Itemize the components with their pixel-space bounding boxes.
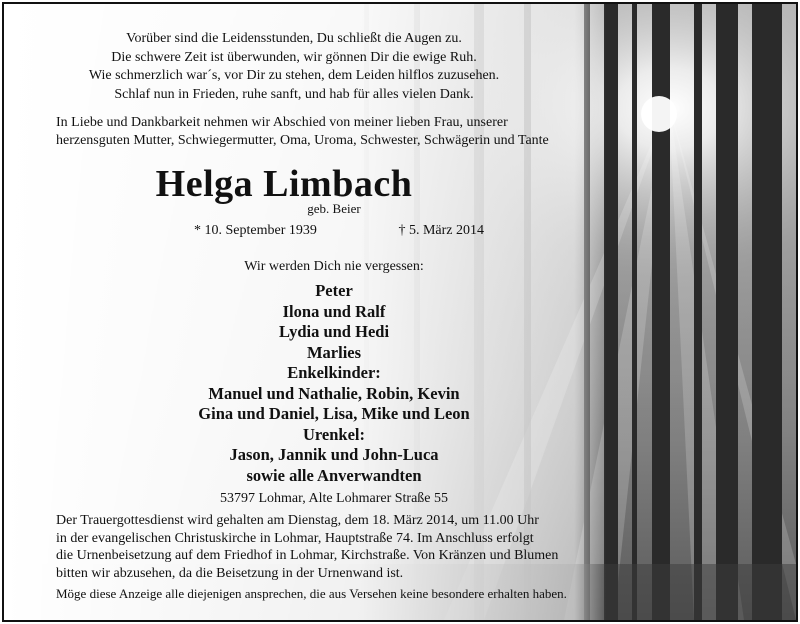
poem [44, 30, 544, 104]
family-list [144, 281, 524, 486]
obituary-card [2, 2, 798, 622]
family-line: Peter [315, 281, 353, 300]
death-date: † 5. März 2014 [398, 223, 484, 238]
closing-note: Möge diese Anzeige alle diejenigen ansprechen, die aus Versehen keine besondere erhalten haben. [56, 586, 567, 601]
maiden-name: geb. Beier [307, 201, 361, 216]
service-info [56, 512, 596, 582]
obituary-text [4, 4, 589, 620]
farewell-intro [56, 114, 586, 150]
address: 53797 Lohmar, Alte Lohmarer Straße 55 [219, 491, 449, 506]
intro-line: herzensguten Mutter, Schwiegermutter, Oma, Uroma, Schwester, Schwägerin und Tante [56, 133, 549, 148]
service-line: bitten wir abzusehen, da die Beisetzung in der Urnenwand ist. [56, 565, 404, 581]
intro-line: In Liebe und Dankbarkeit nehmen wir Abschied von meiner lieben Frau, unserer [56, 115, 508, 130]
family-line: Gina und Daniel, Lisa, Mike und Leon [198, 404, 470, 423]
family-line: Lydia und Hedi [278, 322, 390, 341]
poem-line: Vorüber sind die Leidensstunden, Du schließt die Augen zu. [126, 31, 462, 46]
service-line: in der evangelischen Christuskirche in Lohmar, Hauptstraße 74. Im Anschluss erfolgt [56, 530, 534, 546]
poem-line: Wie schmerzlich war´s, vor Dir zu stehen, dem Leiden hilflos zuzusehen. [88, 68, 500, 83]
poem-line: Schlaf nun in Frieden, ruhe sanft, und hab für alles vielen Dank. [114, 86, 474, 102]
service-line: Der Trauergottesdienst wird gehalten am Dienstag, dem 18. März 2014, um 11.00 Uhr [56, 513, 539, 528]
poem-line: Die schwere Zeit ist überwunden, wir gönnen Dir die ewige Ruh. [111, 49, 477, 65]
family-line: sowie alle Anverwandten [246, 465, 422, 485]
deceased-name: Helga Limbach [155, 163, 413, 205]
family-line: Jason, Jannik und John-Luca [229, 445, 439, 464]
never-forget-line: Wir werden Dich nie vergessen: [244, 259, 424, 274]
family-line: Enkelkinder: [287, 363, 381, 382]
family-line: Manuel und Nathalie, Robin, Kevin [208, 383, 460, 403]
birth-date: * 10. September 1939 [194, 223, 317, 238]
service-line: die Urnenbeisetzung auf dem Friedhof in Lohmar, Kirchstraße. Von Kränzen und Blumen [56, 548, 559, 563]
family-line: Ilona und Ralf [282, 301, 386, 321]
family-line: Urenkel: [302, 424, 366, 444]
family-line: Marlies [306, 342, 362, 362]
